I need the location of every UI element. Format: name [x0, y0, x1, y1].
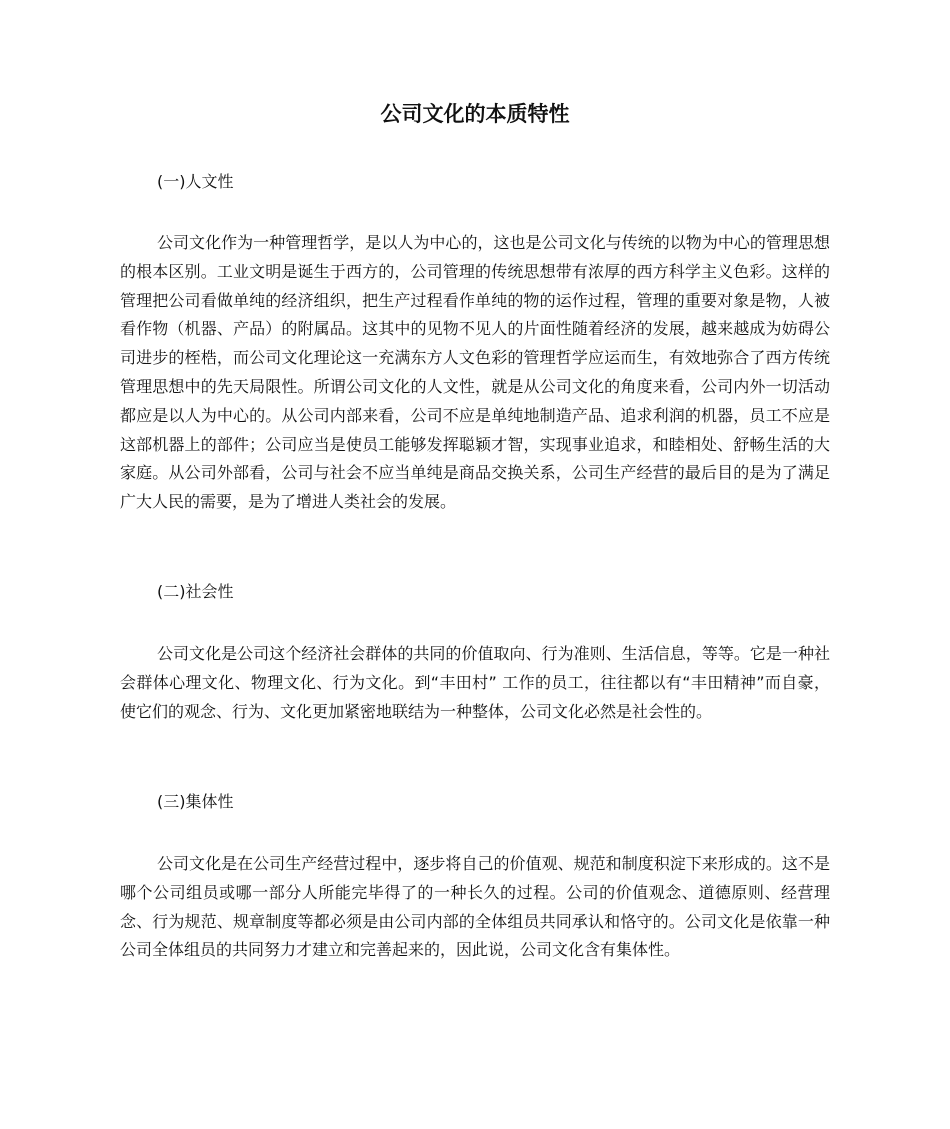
section-body-social: 公司文化是公司这个经济社会群体的共同的价值取向、行为准则、生活信息，等等。它是一种社会群体心理文化、物理文化、行为文化。到“丰田村” 工作的员工，往往都以有“丰田精神”而自豪，使它们的观念、行为、文化更加紧密地联结为一种整体，公司文化必然是社会性的。 — [120, 644, 830, 721]
document-title: 公司文化的本质特性 — [380, 102, 570, 126]
section-body-humanistic: 公司文化作为一种管理哲学，是以人为中心的，这也是公司文化与传统的以物为中心的管理思想的根本区别。工业文明是诞生于西方的，公司管理的传统思想带有浓厚的西方科学主义色彩。这样的管理把公司看做单纯的经济组织，把生产过程看作单纯的物的运作过程，管理的重要对象是物，人被看作物（机器、产品）的附属品。这其中的见物不见人的片面性随着经济的发展，越来越成为妨碍公司进步的桎梏，而公司文化理论这一充满东方人文色彩的管理哲学应运而生，有效地弥合了西方传统管理思想中的先天局限性。所谓公司文化的人文性，就是从公司文化的角度来看，公司内外一切活动都应是以人为中心的。从公司内部来看，公司不应是单纯地制造产品、追求利润的机器，员工不应是这部机器上的部件；公司应当是使员工能够发挥聪颖才智，实现事业追求，和睦相处、舒畅生活的大家庭。从公司外部看，公司与社会不应当单纯是商品交换关系，公司生产经营的最后目的是为了满足广大人民的需要，是为了增进人类社会的发展。 — [120, 233, 830, 512]
section-heading-social: (二)社会性 — [157, 582, 234, 601]
section-body-collective: 公司文化是在公司生产经营过程中，逐步将自己的价值观、规范和制度积淀下来形成的。这不是哪个公司组员或哪一部分人所能完毕得了的一种长久的过程。公司的价值观念、道德原则、经营理念、行为规范、规章制度等都必须是由公司内部的全体组员共同承认和恪守的。公司文化是依靠一种公司全体组员的共同努力才建立和完善起来的，因此说，公司文化含有集体性。 — [120, 854, 830, 960]
section-heading-humanistic: (一)人文性 — [157, 172, 234, 191]
section-heading-collective: (三)集体性 — [157, 792, 234, 811]
